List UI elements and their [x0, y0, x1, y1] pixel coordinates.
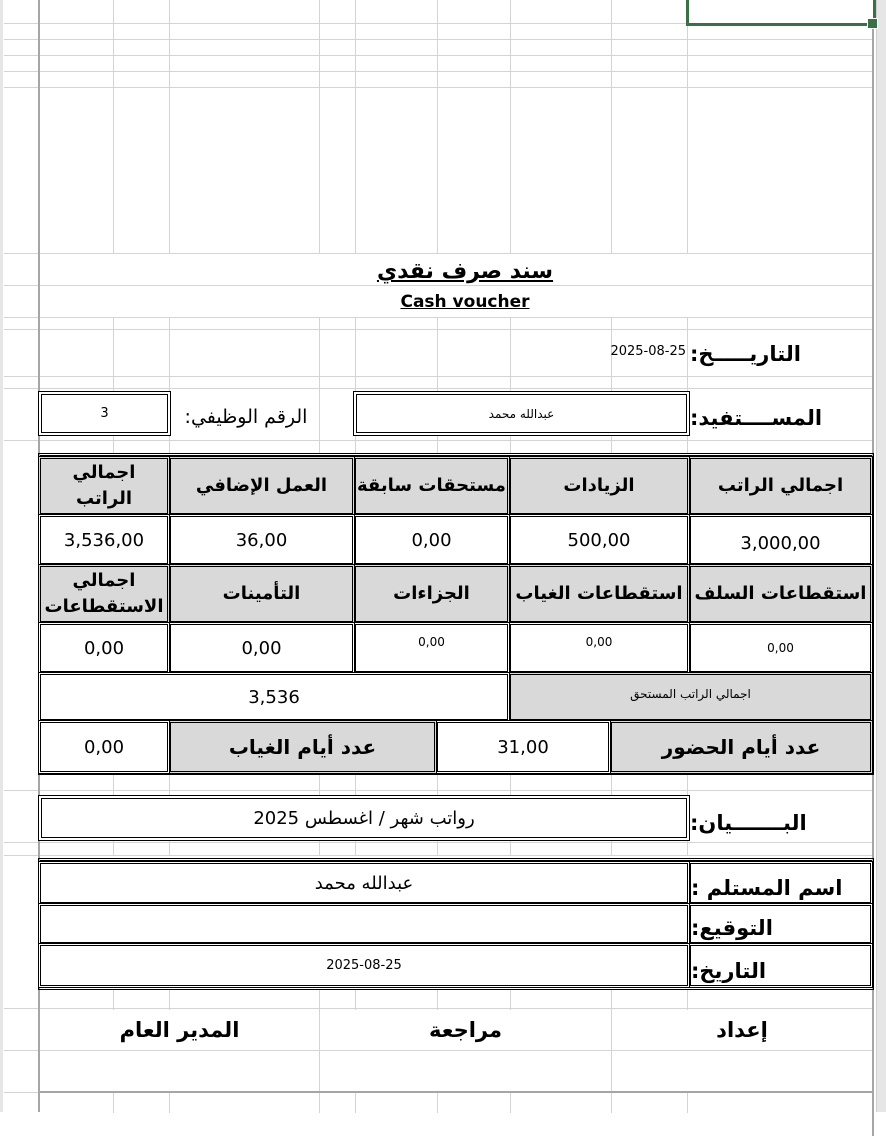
receipt-date-label: التاريخ:	[688, 943, 873, 988]
statement-value[interactable]: رواتب شهر / اغسطس 2025	[38, 795, 690, 841]
beneficiary-value[interactable]: عبدالله محمد	[353, 391, 690, 436]
selected-cell[interactable]	[686, 0, 876, 26]
receipt-date-value[interactable]: 2025-08-25	[38, 943, 690, 988]
header-total-deductions: اجمالي الاستقطاعات	[38, 564, 170, 624]
value-previous-dues[interactable]: 0,00	[353, 514, 510, 566]
signature-label: التوقيع:	[688, 903, 873, 945]
header-advance-deductions: استقطاعات السلف	[688, 564, 873, 624]
value-advance-deductions[interactable]: 0,00	[688, 622, 873, 674]
date-value[interactable]: 2025-08-25	[610, 343, 686, 359]
date-label: التاريـــــخ:	[690, 342, 801, 366]
sheet-left-edge	[0, 0, 3, 1112]
voucher-title-arabic: سند صرف نقدي	[376, 258, 554, 284]
beneficiary-label: المســــتفيد:	[690, 406, 823, 430]
employee-id-label: الرقم الوظيفي:	[184, 406, 308, 428]
general-manager-label: المدير العام	[119, 1018, 240, 1042]
value-penalties[interactable]: 0,00	[353, 622, 510, 674]
value-overtime[interactable]: 36,00	[168, 514, 355, 566]
value-insurance[interactable]: 0,00	[168, 622, 355, 674]
value-total-deductions[interactable]: 0,00	[38, 622, 170, 674]
fill-handle[interactable]	[867, 18, 878, 29]
header-absence-deductions: استقطاعات الغياب	[508, 564, 690, 624]
attendance-days-value[interactable]: 31,00	[435, 720, 611, 774]
employee-id-value[interactable]: 3	[38, 391, 171, 436]
value-absence-deductions[interactable]: 0,00	[508, 622, 690, 674]
print-area-bottom-border	[38, 1091, 874, 1093]
header-insurance: التأمينات	[168, 564, 355, 624]
header-base-salary: اجمالي الراتب	[688, 456, 873, 516]
statement-label: البـــــــيان:	[690, 811, 807, 835]
net-salary-label: اجمالي الراتب المستحق	[508, 672, 873, 722]
recipient-value[interactable]: عبدالله محمد	[38, 861, 690, 905]
header-penalties: الجزاءات	[353, 564, 510, 624]
recipient-label: اسم المستلم :	[688, 861, 873, 905]
value-base-salary[interactable]: 3,000,00	[688, 514, 873, 566]
attendance-days-label: عدد أيام الحضور	[609, 720, 873, 774]
reviewed-by-label: مراجعة	[429, 1018, 502, 1042]
header-gross-salary: اجمالي الراتب	[38, 456, 170, 516]
header-increments: الزيادات	[508, 456, 690, 516]
value-gross-salary[interactable]: 3,536,00	[38, 514, 170, 566]
prepared-by-label: إعداد	[716, 1018, 768, 1042]
signature-value[interactable]	[38, 903, 690, 945]
absence-days-value[interactable]: 0,00	[38, 720, 170, 774]
net-salary-value[interactable]: 3,536	[38, 672, 510, 722]
voucher-title-english: Cash voucher	[400, 292, 530, 312]
value-increments[interactable]: 500,00	[508, 514, 690, 566]
header-previous-dues: مستحقات سابقة	[353, 456, 510, 516]
absence-days-label: عدد أيام الغياب	[168, 720, 437, 774]
vertical-scrollbar[interactable]	[876, 0, 886, 1112]
header-overtime: العمل الإضافي	[168, 456, 355, 516]
